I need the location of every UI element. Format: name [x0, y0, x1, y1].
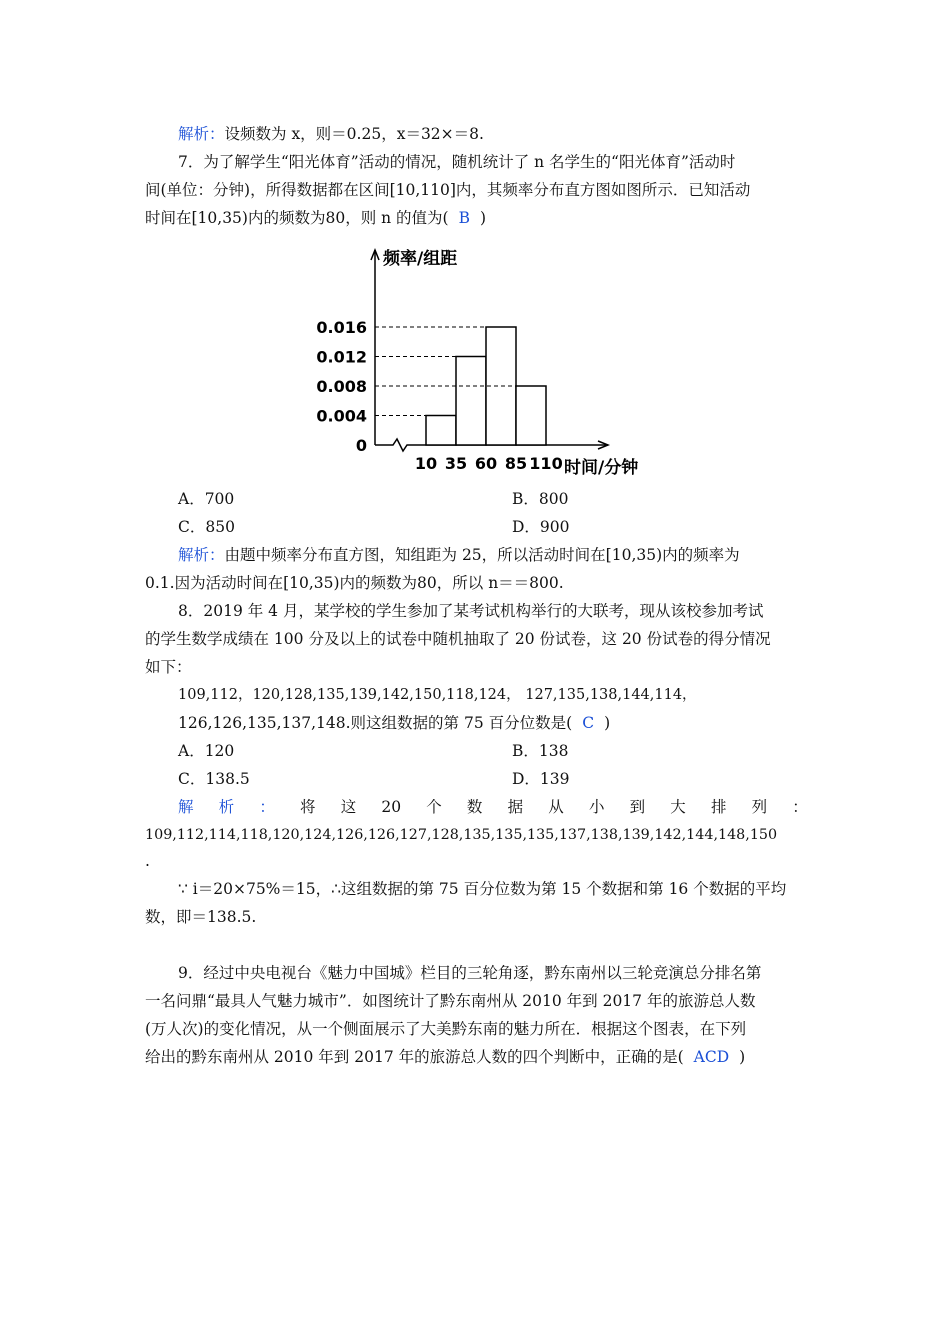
- q8-stem-line2: 的学生数学成绩在 100 分及以上的试卷中随机抽取了 20 份试卷，这 20 份试卷的得分情况: [145, 630, 771, 648]
- x-tick-label: 60: [474, 454, 498, 473]
- y-tick-label: 0.004: [316, 406, 367, 426]
- y-axis-label: 频率/组距: [383, 249, 458, 269]
- q9-stem-line4: 给出的黔东南州从 2010 年到 2017 年的旅游总人数的四个判断中，正确的是( ACD ): [145, 1048, 746, 1066]
- q9-stem-line1: 9．经过中央电视台《魅力中国城》栏目的三轮角逐，黔东南州以三轮竞演总分排名第: [178, 964, 762, 982]
- x-tick-label: 10: [414, 454, 438, 473]
- q9-answer: ACD: [693, 1048, 730, 1066]
- q7-stem-line3: 时间在[10,35)内的频数为80，则 n 的值为( B ): [145, 209, 487, 227]
- y-tick-label: 0.012: [316, 347, 367, 367]
- q7-option-b: B．800: [512, 490, 569, 508]
- q7-analysis-line2: 0.1.因为活动时间在[10,35)内的频数为80，所以 n＝＝800.: [145, 574, 564, 592]
- y-tick-label: 0: [355, 436, 367, 455]
- y-tick-label: 0.008: [316, 377, 367, 396]
- analysis-label: 解析：: [178, 125, 225, 143]
- q7-option-d: D．900: [512, 518, 570, 536]
- q8-analysis-spread: 解 析 ： 将 这 20 个 数 据 从 小 到 大 排 列 ：: [178, 798, 808, 816]
- q8-data-line1: 109,112，120,128,135,139,142,150,118,124， 127,135,138,144,114，: [178, 687, 697, 703]
- x-tick-label: 110: [529, 454, 563, 473]
- q8-stem-line3: 如下：: [145, 658, 192, 676]
- x-axis-label: 时间/分钟: [564, 458, 639, 478]
- q8-data-line2: 126,126,135,137,148.则这组数据的第 75 百分位数是( C ): [178, 714, 611, 732]
- q8-option-c: C．138.5: [178, 770, 250, 788]
- q7-stem-line2: 间(单位：分钟)，所得数据都在区间[10,110]内，其频率分布直方图如图所示．已知活动: [145, 181, 751, 199]
- q7-stem-line1: 7．为了解学生“阳光体育”活动的情况，随机统计了 n 名学生的“阳光体育”活动时: [178, 153, 736, 171]
- y-tick-label: 0.016: [316, 318, 367, 337]
- q8-answer: C: [582, 714, 595, 732]
- q8-option-d: D．139: [512, 770, 570, 788]
- bar: [456, 357, 486, 446]
- q6-analysis: [178, 124, 484, 144]
- bar: [516, 386, 546, 445]
- q8-sorted-data: 109,112,114,118,120,124,126,126,127,128,135,135,135,137,138,139,142,144,148,150: [145, 827, 778, 843]
- q8-option-b: B．138: [512, 742, 569, 760]
- q8-option-a: A．120: [178, 742, 235, 760]
- q7-option-c: C．850: [178, 518, 235, 536]
- x-tick-label: 85: [504, 454, 528, 473]
- q7-answer: B: [458, 209, 470, 227]
- q9-stem-line2: 一名问鼎“最具人气魅力城市”．如图统计了黔东南州从 2010 年到 2017 年的旅游总人数: [145, 992, 756, 1010]
- q8-period: .: [145, 852, 150, 870]
- histogram-chart: [300, 238, 720, 478]
- bar: [426, 416, 456, 446]
- analysis-text: 设频数为 x，则＝0.25，x＝32×＝8.: [224, 125, 484, 143]
- q8-stem-line1: 8．2019 年 4 月，某学校的学生参加了某考试机构举行的大联考，现从该校参加考试: [178, 602, 764, 620]
- q7-analysis-line1: 解析：由题中频率分布直方图，知组距为 25，所以活动时间在[10,35)内的频率为: [178, 546, 740, 564]
- q9-stem-line3: (万人次)的变化情况，从一个侧面展示了大美黔东南的魅力所在．根据这个图表，在下列: [145, 1020, 747, 1038]
- x-tick-label: 35: [444, 454, 468, 473]
- q7-option-a: A．700: [178, 490, 235, 508]
- q8-analysis-line4: 数，即＝138.5.: [145, 908, 257, 926]
- q8-analysis-line3: ∵ i＝20×75%＝15，∴这组数据的第 75 百分位数为第 15 个数据和第 16 个数据的平均: [178, 880, 787, 898]
